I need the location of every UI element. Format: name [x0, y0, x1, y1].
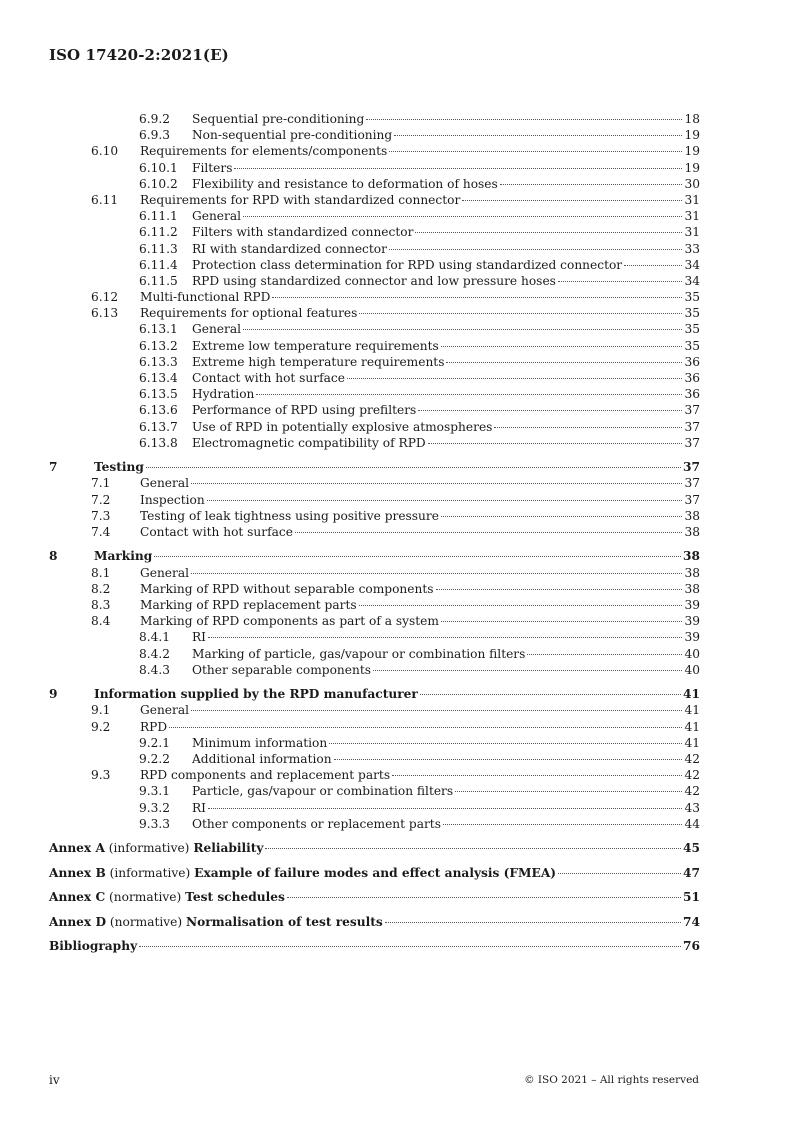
toc-entry[interactable]: [49, 241, 700, 257]
toc-entry-number: 9.2.1: [139, 735, 171, 750]
toc-annex-entry[interactable]: [49, 840, 700, 856]
toc-entry[interactable]: [49, 492, 700, 508]
toc-entry-title: Contact with hot surface: [192, 371, 345, 385]
toc-entry-number: 6.10.1: [139, 160, 178, 175]
toc-entry[interactable]: [49, 613, 700, 629]
toc-entry-title: Use of RPD in potentially explosive atmospheres: [192, 419, 493, 434]
annex-title: Test schedules: [185, 890, 285, 905]
toc-entry-page: 34: [684, 273, 700, 288]
annex-label: Bibliography: [49, 939, 138, 954]
toc-entry[interactable]: [49, 273, 700, 289]
dot-leader: [191, 483, 682, 484]
dot-leader: [191, 710, 682, 711]
toc-entry-title: Extreme low temperature requirements: [192, 338, 439, 353]
toc-entry[interactable]: [49, 459, 700, 475]
toc-entry-title: Flexibility and resistance to deformation of hoses: [192, 176, 498, 191]
toc-entry-page: 35: [684, 306, 700, 321]
toc-entry-page: 39: [684, 614, 700, 629]
toc-entry-page: 37: [684, 492, 700, 507]
toc-entry[interactable]: [49, 143, 700, 159]
toc-entry-number: 6.11.1: [139, 209, 178, 224]
toc-entry-number: 8.4.3: [139, 662, 171, 677]
dot-leader: [169, 727, 682, 728]
toc-entry-page: 42: [684, 768, 700, 783]
toc-entry-title: Non-sequential pre-conditioning: [192, 128, 393, 143]
toc-entry[interactable]: [49, 419, 700, 435]
toc-entry-title: Requirements for RPD with standardized connector: [140, 192, 461, 207]
dot-leader: [389, 249, 683, 250]
toc-annex-entry[interactable]: [49, 865, 700, 881]
toc-entry[interactable]: [49, 646, 700, 662]
annex-label: Annex C: [49, 890, 106, 905]
dot-leader: [207, 500, 683, 501]
toc-entry-number: 8.1: [91, 565, 111, 580]
toc-entry-number: 6.9.2: [139, 112, 171, 126]
toc-entry[interactable]: [49, 160, 700, 176]
dot-leader: [494, 427, 682, 428]
dot-leader: [446, 362, 682, 363]
toc-entry[interactable]: [49, 289, 700, 305]
toc-entry-title: RI: [192, 630, 206, 645]
toc-entry-title: Marking of RPD without separable components: [140, 581, 434, 596]
dot-leader: [146, 467, 681, 468]
toc-entry-number: 8: [49, 549, 58, 564]
toc-entry-page: 31: [684, 209, 700, 224]
toc-annex-page: 76: [683, 939, 700, 954]
toc-entry-page: 39: [684, 598, 700, 613]
toc-entry-number: 8.4.2: [139, 646, 171, 661]
toc-entry-page: 40: [684, 646, 700, 661]
toc-entry[interactable]: [49, 719, 700, 735]
toc-annex-entry[interactable]: [49, 914, 700, 930]
toc-annex-entry[interactable]: [49, 889, 700, 905]
dot-leader: [441, 516, 683, 517]
dot-leader: [624, 265, 682, 266]
toc-annex-page: 45: [683, 841, 700, 856]
annex-qualifier: (normative): [109, 890, 182, 905]
toc-entry-number: 6.13.3: [139, 354, 178, 369]
toc-entry-number: 6.13.6: [139, 403, 178, 418]
toc-entry-page: 31: [684, 192, 700, 207]
toc-entry-number: 6.9.3: [139, 128, 171, 143]
toc-entry-title: Filters: [192, 160, 233, 175]
toc-entry-number: 6.11.3: [139, 241, 178, 256]
toc-entry-page: 38: [684, 508, 700, 523]
dot-leader: [415, 232, 682, 233]
annex-title: Reliability: [193, 841, 264, 856]
toc-entry-number: 9: [49, 687, 58, 702]
toc-entry-page: 19: [684, 144, 700, 159]
toc-entry-number: 6.13.4: [139, 371, 178, 385]
dot-leader: [334, 759, 683, 760]
toc-entry-page: 37: [684, 476, 700, 491]
toc-entry-number: 9.2: [91, 719, 111, 734]
toc-entry-title: Marking of RPD replacement parts: [140, 598, 357, 613]
annex-title: Example of failure modes and effect analysis (FMEA): [194, 865, 557, 880]
toc-entry[interactable]: [49, 127, 700, 143]
toc-entry-page: 37: [684, 419, 700, 434]
toc-entry-number: 7.2: [91, 492, 111, 507]
table-of-contents: [49, 111, 700, 954]
toc-entry-number: 9.3.2: [139, 800, 171, 815]
annex-qualifier: (informative): [108, 841, 190, 856]
toc-entry[interactable]: [49, 435, 700, 451]
toc-entry-number: 6.13.7: [139, 419, 178, 434]
toc-entry[interactable]: [49, 800, 700, 816]
toc-entry-page: 37: [683, 460, 700, 475]
dot-leader: [394, 135, 682, 136]
toc-entry-page: 44: [684, 816, 700, 831]
toc-entry-number: 8.4.1: [139, 630, 171, 645]
toc-entry-number: 8.2: [91, 581, 111, 596]
dot-leader: [558, 873, 681, 874]
toc-entry-title: Inspection: [140, 492, 205, 507]
toc-entry-page: 31: [684, 225, 700, 240]
toc-annex-page: 74: [683, 914, 700, 929]
dot-leader: [462, 200, 682, 201]
annex-title: Normalisation of test results: [186, 914, 383, 929]
toc-entry[interactable]: [49, 767, 700, 783]
toc-entry-page: 35: [684, 338, 700, 353]
toc-entry-title: Other separable components: [192, 662, 371, 677]
annex-qualifier: (informative): [109, 865, 191, 880]
toc-annex-title: [49, 914, 383, 930]
toc-entry-number: 9.3.1: [139, 784, 171, 799]
toc-entry-title: General: [140, 476, 189, 491]
toc-entry-page: 38: [683, 549, 700, 564]
dot-leader: [455, 791, 682, 792]
dot-leader: [234, 168, 682, 169]
dot-leader: [527, 654, 682, 655]
toc-entry[interactable]: [49, 386, 700, 402]
toc-entry[interactable]: [49, 321, 700, 337]
dot-leader: [500, 184, 683, 185]
toc-annex-title: [49, 865, 556, 881]
toc-entry-number: 9.1: [91, 703, 111, 718]
toc-entry-number: 6.13: [91, 306, 119, 321]
toc-entry-number: 7: [49, 460, 58, 475]
toc-entry[interactable]: [49, 338, 700, 354]
annex-label: Annex B: [49, 865, 106, 880]
toc-entry[interactable]: [49, 629, 700, 645]
toc-entry[interactable]: [49, 702, 700, 718]
toc-entry-page: 36: [684, 371, 700, 385]
dot-leader: [208, 637, 682, 638]
dot-leader: [366, 119, 682, 120]
toc-entry-page: 41: [683, 687, 700, 702]
toc-annex-title: [49, 840, 263, 856]
dot-leader: [287, 897, 681, 898]
toc-entry-title: Extreme high temperature requirements: [192, 354, 445, 369]
toc-entry-page: 18: [684, 112, 700, 126]
toc-entry-page: 40: [684, 662, 700, 677]
dot-leader: [208, 808, 682, 809]
toc-entry-page: 36: [684, 387, 700, 402]
toc-entry-number: 9.2.2: [139, 752, 171, 767]
toc-entry-number: 6.13.8: [139, 435, 178, 450]
dot-leader: [373, 670, 682, 671]
toc-entry-page: 33: [684, 241, 700, 256]
toc-entry-title: Particle, gas/vapour or combination filters: [192, 784, 454, 799]
dot-leader: [418, 410, 682, 411]
toc-entry-number: 6.11.4: [139, 257, 178, 272]
dot-leader: [385, 922, 681, 923]
toc-entry[interactable]: [49, 508, 700, 524]
toc-entry-title: General: [140, 565, 189, 580]
toc-entry-page: 36: [684, 354, 700, 369]
toc-entry-page: 19: [684, 160, 700, 175]
dot-leader: [243, 216, 682, 217]
toc-entry-page: 19: [684, 128, 700, 143]
toc-entry[interactable]: [49, 597, 700, 613]
toc-entry[interactable]: [49, 176, 700, 192]
dot-leader: [154, 556, 681, 557]
toc-entry-page: 38: [684, 581, 700, 596]
toc-entry-title: RI: [192, 800, 206, 815]
toc-entry-number: 6.13.5: [139, 387, 178, 402]
toc-entry-number: 8.3: [91, 598, 111, 613]
toc-entry-number: 6.10: [91, 144, 119, 159]
toc-entry-title: Testing of leak tightness using positive pressure: [140, 508, 439, 523]
dot-leader: [359, 313, 682, 314]
toc-entry[interactable]: [49, 662, 700, 678]
toc-entry-number: 8.4: [91, 614, 111, 629]
dot-leader: [265, 848, 681, 849]
toc-entry-title: Requirements for elements/components: [140, 144, 388, 159]
toc-entry[interactable]: [49, 192, 700, 208]
toc-entry-title: Protection class determination for RPD using standardized connector: [192, 257, 623, 272]
toc-entry[interactable]: [49, 686, 700, 702]
dot-leader: [359, 605, 683, 606]
toc-entry[interactable]: [49, 524, 700, 540]
toc-entry-number: 6.13.2: [139, 338, 178, 353]
toc-entry-number: 6.11.5: [139, 273, 178, 288]
toc-bibliography-entry[interactable]: [49, 938, 700, 954]
document-id-header: ISO 17420-2:2021(E): [49, 46, 229, 64]
toc-entry-title: Filters with standardized connector: [192, 225, 414, 240]
toc-entry-title: Requirements for optional features: [140, 306, 358, 321]
toc-entry[interactable]: [49, 208, 700, 224]
toc-entry[interactable]: [49, 581, 700, 597]
toc-entry-title: RPD: [140, 719, 168, 734]
toc-entry-title: Performance of RPD using prefilters: [192, 403, 417, 418]
toc-entry-title: Marking: [94, 549, 153, 564]
dot-leader: [295, 532, 683, 533]
toc-entry-number: 7.1: [91, 476, 111, 491]
toc-entry-page: 35: [684, 290, 700, 305]
copyright-notice: © ISO 2021 – All rights reserved: [524, 1074, 699, 1086]
toc-annex-page: 51: [683, 890, 700, 905]
dot-leader: [436, 589, 683, 590]
toc-entry[interactable]: [49, 783, 700, 799]
dot-leader: [441, 346, 683, 347]
toc-entry-page: 38: [684, 565, 700, 580]
dot-leader: [329, 743, 682, 744]
toc-entry[interactable]: [49, 565, 700, 581]
toc-entry-title: General: [192, 322, 241, 337]
toc-entry-page: 35: [684, 322, 700, 337]
dot-leader: [392, 775, 682, 776]
toc-entry-page: 42: [684, 784, 700, 799]
dot-leader: [256, 394, 682, 395]
toc-entry[interactable]: [49, 816, 700, 832]
toc-entry[interactable]: [49, 402, 700, 418]
dot-leader: [272, 297, 682, 298]
toc-entry-number: 9.3: [91, 768, 111, 783]
toc-entry-title: Testing: [94, 460, 144, 475]
toc-entry-number: 7.4: [91, 524, 111, 539]
toc-entry[interactable]: [49, 370, 700, 386]
dot-leader: [441, 621, 683, 622]
toc-entry-title: Contact with hot surface: [140, 524, 293, 539]
toc-entry-title: Minimum information: [192, 735, 328, 750]
toc-entry-number: 7.3: [91, 508, 111, 523]
toc-annex-page: 47: [683, 865, 700, 880]
toc-entry-page: 41: [684, 703, 700, 718]
toc-entry-title: Other components or replacement parts: [192, 816, 441, 831]
toc-entry[interactable]: [49, 751, 700, 767]
toc-entry-title: General: [140, 703, 189, 718]
dot-leader: [139, 946, 681, 947]
toc-entry-page: 39: [684, 630, 700, 645]
toc-entry-title: Hydration: [192, 387, 255, 402]
toc-entry[interactable]: [49, 548, 700, 564]
dot-leader: [347, 378, 683, 379]
toc-entry[interactable]: [49, 735, 700, 751]
toc-entry-title: Sequential pre-conditioning: [192, 112, 365, 126]
page-number: iv: [49, 1073, 60, 1087]
toc-entry-number: 6.10.2: [139, 176, 178, 191]
toc-entry-page: 42: [684, 752, 700, 767]
annex-label: Annex D: [49, 914, 107, 929]
toc-entry-title: Marking of RPD components as part of a system: [140, 614, 439, 629]
toc-entry-page: 41: [684, 719, 700, 734]
toc-entry-number: 9.3.3: [139, 816, 171, 831]
toc-entry-title: RPD components and replacement parts: [140, 768, 391, 783]
dot-leader: [428, 443, 683, 444]
toc-entry-page: 30: [684, 176, 700, 191]
dot-leader: [389, 151, 682, 152]
toc-entry-page: 41: [684, 735, 700, 750]
toc-entry[interactable]: [49, 224, 700, 240]
toc-annex-title: [49, 889, 285, 905]
dot-leader: [243, 329, 682, 330]
toc-entry-title: Additional information: [192, 752, 332, 767]
toc-entry-title: Multi-functional RPD: [140, 290, 271, 305]
toc-entry-title: RPD using standardized connector and low pressure hoses: [192, 273, 556, 288]
dot-leader: [420, 694, 681, 695]
toc-entry[interactable]: [49, 354, 700, 370]
toc-entry[interactable]: [49, 305, 700, 321]
dot-leader: [443, 824, 683, 825]
toc-entry-number: 6.12: [91, 290, 119, 305]
toc-entry-page: 34: [684, 257, 700, 272]
toc-entry-title: Electromagnetic compatibility of RPD: [192, 435, 426, 450]
toc-entry-title: Information supplied by the RPD manufacturer: [94, 687, 418, 702]
toc-entry-number: 6.11.2: [139, 225, 178, 240]
toc-entry-page: 37: [684, 403, 700, 418]
annex-qualifier: (normative): [109, 914, 183, 929]
toc-entry-number: 6.13.1: [139, 322, 178, 337]
toc-entry[interactable]: [49, 111, 700, 127]
toc-entry[interactable]: [49, 257, 700, 273]
toc-entry-page: 38: [684, 524, 700, 539]
toc-entry-number: 6.11: [91, 192, 119, 207]
toc-entry-title: Marking of particle, gas/vapour or combination filters: [192, 646, 526, 661]
toc-annex-title: [49, 938, 137, 954]
toc-entry[interactable]: [49, 475, 700, 491]
toc-entry-page: 37: [684, 435, 700, 450]
annex-label: Annex A: [49, 841, 105, 856]
dot-leader: [558, 281, 683, 282]
toc-entry-title: General: [192, 209, 241, 224]
toc-entry-page: 43: [684, 800, 700, 815]
toc-entry-title: RI with standardized connector: [192, 241, 387, 256]
dot-leader: [191, 573, 682, 574]
